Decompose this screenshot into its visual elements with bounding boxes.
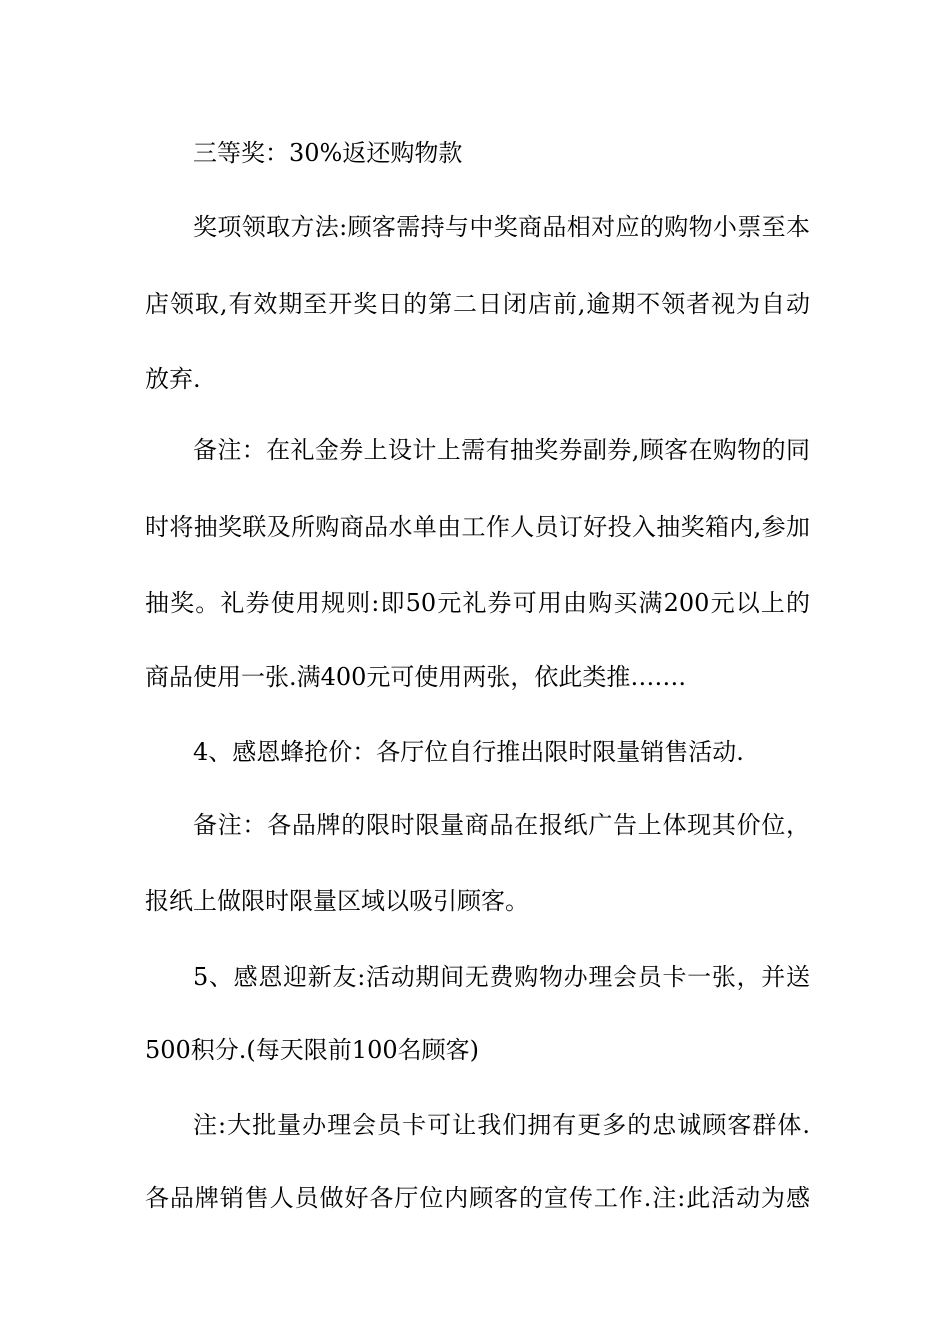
note-coupon-line: 备注：在礼金券上设计上需有抽奖券副券,顾客在购物的同 <box>193 436 810 464</box>
prize-claim-forfeit-line: 放弃. <box>145 365 201 393</box>
limited-sale-note-line: 备注：各品牌的限时限量商品在报纸广告上体现其价位， <box>193 811 810 839</box>
third-prize-line: 三等奖：30%返还购物款 <box>193 139 463 167</box>
new-member-heading-line: 5、感恩迎新友:活动期间无费购物办理会员卡一张，并送 <box>193 963 810 991</box>
sales-staff-note-line: 各品牌销售人员做好各厅位内顾客的宣传工作.注:此活动为感 <box>145 1184 810 1212</box>
prize-claim-validity-line: 店领取,有效期至开奖日的第二日闭店前,逾期不领者视为自动 <box>145 290 810 318</box>
member-card-note-line: 注:大批量办理会员卡可让我们拥有更多的忠诚顾客群体. <box>193 1111 810 1139</box>
coupon-rule-continued-line: 商品使用一张.满400元可使用两张，依此类推……. <box>145 663 687 691</box>
limited-sale-note-continued-line: 报纸上做限时限量区域以吸引顾客。 <box>145 887 529 915</box>
new-member-points-line: 500积分.(每天限前100名顾客) <box>145 1036 479 1064</box>
prize-claim-method-line: 奖项领取方法:顾客需持与中奖商品相对应的购物小票至本 <box>193 213 810 241</box>
coupon-rule-line: 抽奖。礼券使用规则:即50元礼券可用由购买满200元以上的 <box>145 589 810 617</box>
limited-sale-heading-line: 4、感恩蜂抢价：各厅位自行推出限时限量销售活动. <box>193 738 744 766</box>
note-lottery-box-line: 时将抽奖联及所购商品水单由工作人员订好投入抽奖箱内,参加 <box>145 513 810 541</box>
